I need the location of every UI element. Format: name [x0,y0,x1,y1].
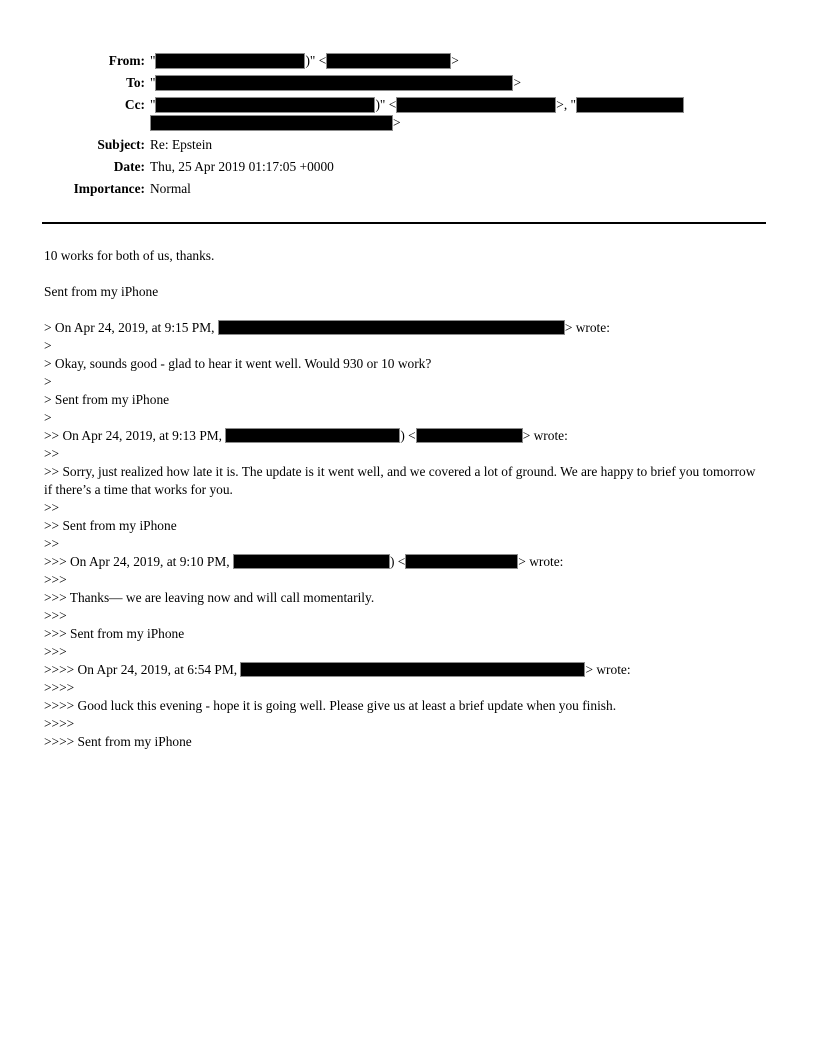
redaction-bar [405,554,518,569]
header-value-date [145,158,766,176]
redaction-bar [416,428,523,443]
text-segment: > [44,338,52,353]
text-segment: >> [44,446,60,461]
body-line [44,589,766,607]
text-segment: Normal [150,181,191,196]
redaction-bar [155,53,305,69]
text-segment: > Okay, sounds good - glad to hear it went well. Would 930 or 10 work? [44,356,432,371]
header-fields [44,52,766,202]
blank-line [44,265,766,283]
body-line [44,355,766,373]
text-segment: >>>> Good luck this evening - hope it is going well. Please give us at least a brief update when you finish. [44,698,617,713]
text-segment: >>>> [44,716,75,731]
header-row-date [44,158,766,180]
text-segment: >> [44,536,60,551]
text-segment: >>> [44,608,67,623]
text-segment: >> Sent from my iPhone [44,518,177,533]
redaction-bar [218,320,565,335]
text-segment: > On Apr 24, 2019, at 9:15 PM, [44,320,218,335]
body-line [44,463,766,499]
text-segment: > [44,374,52,389]
text-segment: > Sent from my iPhone [44,392,170,407]
text-segment: > wrote: [585,662,631,677]
redaction-bar [326,53,451,69]
body-line [44,679,766,697]
redaction-bar [240,662,585,677]
email-header [44,52,766,202]
header-label-importance: Importance: [73,181,145,196]
header-label-to: To: [126,75,145,90]
header-value-from [145,52,766,70]
header-row-cc [44,96,766,136]
text-segment: Re: Epstein [150,137,213,152]
redaction-bar [233,554,390,569]
redaction-bar [576,97,684,113]
header-value-cc [145,96,766,132]
text-segment: >>> Thanks— we are leaving now and will call momentarily. [44,590,375,605]
body-line [44,391,766,409]
text-segment: > [44,410,52,425]
text-segment: 10 works for both of us, thanks. [44,248,215,263]
text-segment: > wrote: [522,428,568,443]
body-line [44,571,766,589]
header-label-date: Date: [113,159,145,174]
text-segment: )" < [375,97,397,112]
redaction-bar [155,75,513,91]
text-segment: ) < [400,428,416,443]
body-line [44,499,766,517]
redaction-bar [396,97,556,113]
text-segment: >>> On Apr 24, 2019, at 9:10 PM, [44,554,233,569]
text-segment: )" < [305,53,327,68]
body-line [44,607,766,625]
text-segment: Thu, 25 Apr 2019 01:17:05 +0000 [150,159,334,174]
text-segment: ) < [389,554,406,569]
text-segment: " [150,75,156,90]
text-segment: >>> [44,644,67,659]
header-value-importance [145,180,766,198]
text-segment: >>>> Sent from my iPhone [44,734,192,749]
text-segment: " [150,53,156,68]
header-label-from: From: [108,53,145,68]
body-line [44,553,766,571]
body-line [44,283,766,301]
body-line [44,715,766,733]
text-segment: > wrote: [564,320,610,335]
body-line [44,427,766,445]
body-line [44,409,766,427]
header-row-to [44,74,766,96]
body-line [44,697,766,715]
text-segment: > [393,115,401,130]
body-line [44,661,766,679]
redaction-bar [155,97,375,113]
header-row-subject [44,136,766,158]
body-line [44,517,766,535]
header-value-to [145,74,766,92]
header-row-from [44,52,766,74]
text-segment: >> [44,500,60,515]
body-line [44,373,766,391]
redaction-bar [225,428,400,443]
text-segment: > [513,75,522,90]
redaction-bar [150,115,393,131]
text-segment: >> Sorry, just realized how late it is. The update is it went well, and we covered a lot of ground. We are happy to brief you tomorrow if there’s a time that works for you. [44,464,756,497]
text-segment: >>>> On Apr 24, 2019, at 6:54 PM, [44,662,241,677]
text-segment: >> On Apr 24, 2019, at 9:13 PM, [44,428,226,443]
body-line [44,319,766,337]
body-line [44,643,766,661]
text-segment: Sent from my iPhone [44,284,159,299]
text-segment: >, " [556,97,577,112]
body-line [44,535,766,553]
text-segment: " [150,97,156,112]
body-line [44,247,766,265]
text-segment: >>>> [44,680,75,695]
header-label-cc: Cc: [124,97,145,112]
text-segment: >>> [44,572,67,587]
header-value-subject [145,136,766,154]
body-line [44,445,766,463]
body-line [44,337,766,355]
text-segment: > wrote: [518,554,564,569]
email-body [44,247,766,751]
header-divider [42,222,766,224]
body-line [44,733,766,751]
header-row-importance [44,180,766,202]
text-segment: >>> Sent from my iPhone [44,626,185,641]
header-label-subject: Subject: [97,137,145,152]
blank-line [44,301,766,319]
body-line [44,625,766,643]
text-segment: > [451,53,459,68]
